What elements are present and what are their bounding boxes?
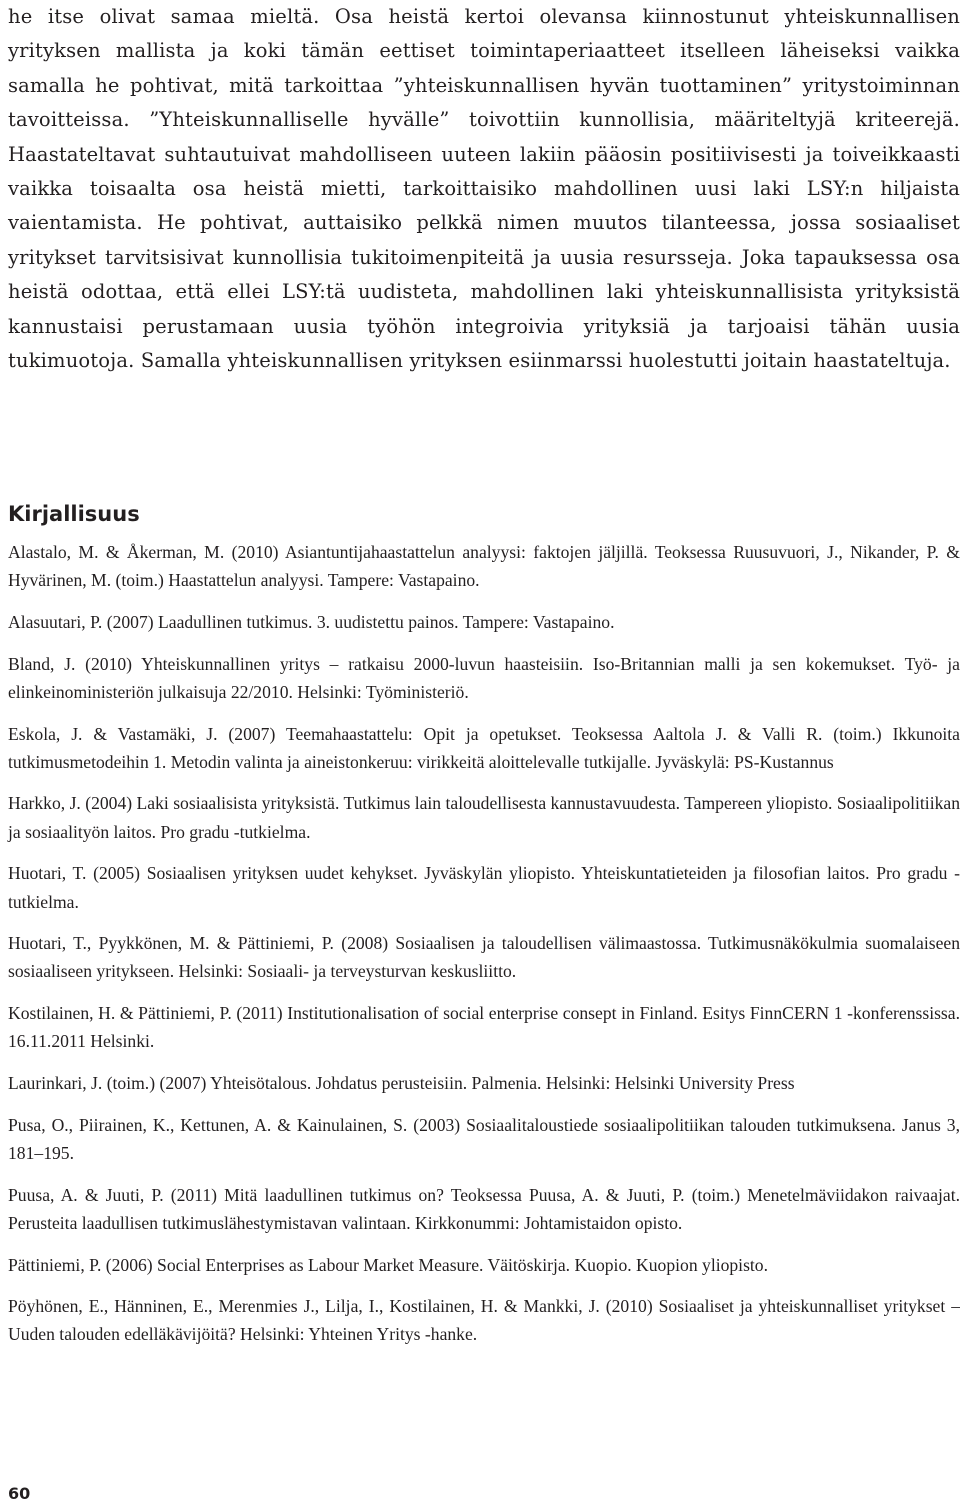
reference-item: Pättiniemi, P. (2006) Social Enterprises as Labour Market Measure. Väitöskirja. Kuopio. Kuopion yliopisto. [8, 1254, 769, 1275]
reference-item: Bland, J. (2010) Yhteiskunnallinen yritys – ratkaisu 2000-luvun haasteisiin. Iso-Britannian malli ja sen kokemukset. Työ- ja elinkeinoministeriön julkaisuja 22/2010. Helsinki: Työministeriö. [8, 653, 960, 702]
page-number: 60 [8, 1484, 31, 1503]
reference-item: Eskola, J. & Vastamäki, J. (2007) Teemahaastattelu: Opit ja opetukset. Teoksessa Aaltola J. & Valli R. (toim.) Ikkunoita tutkimusmetodeihin 1. Metodin valinta ja aineistonkeruu: virikkeitä aloittelevalle tutkijalle. Jyväskylä: PS-Kustannus [8, 723, 960, 772]
reference-item: Laurinkari, J. (toim.) (2007) Yhteisötalous. Johdatus perusteisiin. Palmenia. Helsinki: Helsinki University Press [8, 1073, 795, 1094]
reference-item: Huotari, T., Pyykkönen, M. & Pättiniemi, P. (2008) Sosiaalisen ja taloudellisen välimaastossa. Tutkimusnäkökulmia suomalaiseen sosiaaliseen yritykseen. Helsinki: Sosiaali- ja terveysturvan keskusliitto. [8, 933, 960, 982]
reference-item: Huotari, T. (2005) Sosiaalisen yrityksen uudet kehykset. Jyväskylän yliopisto. Yhteiskuntatieteiden ja filosofian laitos. Pro gradu -tutkielma. [8, 863, 960, 912]
reference-list [8, 538, 960, 1362]
reference-item: Harkko, J. (2004) Laki sosiaalisista yrityksistä. Tutkimus lain taloudellisesta kannustavuudesta. Tampereen yliopisto. Sosiaalipolitiikan ja sosiaalityön laitos. Pro gradu -tutkielma. [8, 793, 960, 842]
references-heading: Kirjallisuus [8, 502, 140, 526]
reference-item: Pusa, O., Piirainen, K., Kettunen, A. & Kainulainen, S. (2003) Sosiaalitaloustiede sosiaalipolitiikan talouden tutkimuksena. Janus 3, 181–195. [8, 1114, 960, 1163]
reference-item: Pöyhönen, E., Hänninen, E., Merenmies J., Lilja, I., Kostilainen, H. & Mankki, J. (2010) Sosiaaliset ja yhteiskunnalliset yritykset – Uuden talouden edelläkävijöitä? Helsinki: Yhteinen Yritys -hanke. [8, 1296, 960, 1345]
reference-item: Puusa, A. & Juuti, P. (2011) Mitä laadullinen tutkimus on? Teoksessa Puusa, A. & Juuti, P. (toim.) Menetelmäviidakon raivaajat. Perusteita laadullisen tutkimuslähestymistavan valintaan. Kirkkonummi: Johtamistaidon opisto. [8, 1184, 960, 1233]
document-page [8, 0, 960, 1345]
reference-item: Kostilainen, H. & Pättiniemi, P. (2011) Institutionalisation of social enterprise consept in Finland. Esitys FinnCERN 1 -konferenssissa. 16.11.2011 Helsinki. [8, 1003, 960, 1052]
reference-item: Alastalo, M. & Åkerman, M. (2010) Asiantuntijahaastattelun analyysi: faktojen jäljillä. Teoksessa Ruusuvuori, J., Nikander, P. & Hyvärinen, M. (toim.) Haastattelun analyysi. Tampere: Vastapaino. [8, 542, 960, 591]
body-paragraph: he itse olivat samaa mieltä. Osa heistä kertoi olevansa kiinnostunut yhteiskunnallisen yrityksen mallista ja koki tämän eettiset toimintaperiaatteet itselleen läheiseksi vaikka samalla he pohtivat, mitä tarkoittaa ”yhteiskunnallisen hyvän tuottaminen” yritystoiminnan tavoitteissa. ”Yhteiskunnalliselle hyvälle” toivottiin kunnollisia, määriteltyjä kriteerejä. Haastateltavat suhtautuivat mahdolliseen uuteen lakiin pääosin positiivisesti ja toiveikkaasti vaikka toisaalta osa heistä mietti, tarkoittaisiko mahdollinen uusi laki LSY:n hiljaista vaientamista. He pohtivat, auttaisiko pelkkä nimen muutos tilanteessa, jossa sosiaaliset yritykset tarvitsisivat kunnollisia tukitoimenpiteitä ja uusia resursseja. Joka tapauksessa osa heistä odottaa, että ellei LSY:tä uudisteta, mahdollinen laki yhteiskunnallisista yrityksistä kannustaisi perustamaan uusia työhön integroivia yrityksiä ja tarjoaisi tähän uusia tukimuotoja. Samalla yhteiskunnallisen yrityksen esiinmarssi huolestutti joitain haastateltuja. [8, 5, 960, 373]
reference-item: Alasuutari, P. (2007) Laadullinen tutkimus. 3. uudistettu painos. Tampere: Vastapaino. [8, 611, 615, 632]
